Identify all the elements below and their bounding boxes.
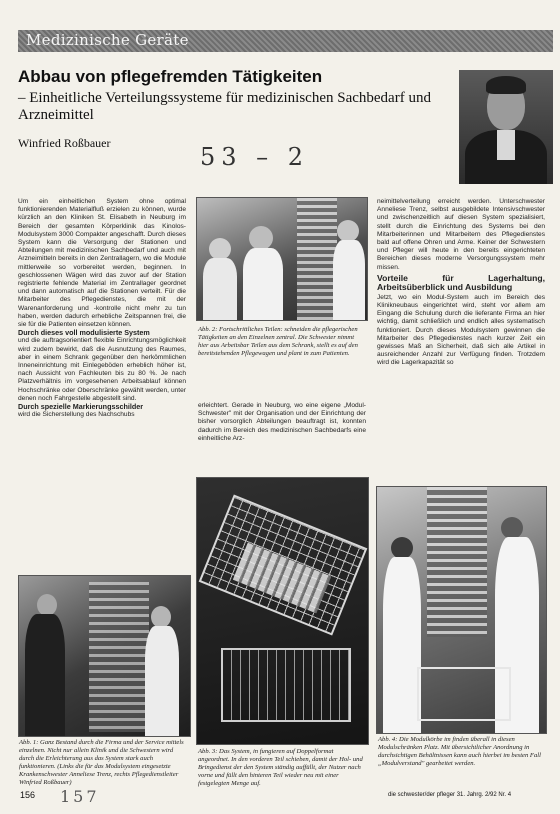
paragraph: Um ein einheitlichen System ohne optimal funktionierenden Materialfluß erzielen zu können, wurde kürzlich an den Kliniken St. Elisabeth in Neuburg im Bereich der gesamten Körperklinik das Kinolos-Modulsystem 3000 Compakter angeschafft. Durch dieses System kann die Versorgung der Stationen und Abteilungen mit medizinischen Sachbedarf und auch mit Arzneimitteln bereits in den Zentrallagern, wo die Module mittlerweile so vorbereitet werden, beginnen. In geschlossenen Wägen wird das zuvor auf der Station registrierte fehlende Material im Zentrallager geordnet und dann automatisch auf die Stationen verteilt. Für die Mitarbeiter des Pflegedienstes, die mit der Warenanforderung und -kontrolle nicht mehr zu tun haben, werden dadurch erhebliche Zeitspannen frei, die sie für die Patienten einsetzen können.: [18, 198, 186, 329]
paragraph: Jetzt, wo ein Modul-System auch im Bereich des Klinikneubaus eingerichtet wird, steht vor allem am Eingang die Schulung durch die lieferante Firma an hier wichtig, damit schließlich und endlich alles systematisch funktioniert. Durch dieses Modulsystem gewinnen die Mitarbeiter des Pflegedienstes nach kurzer Zeit ein gewisses Maß an Sicherheit, daß sich alle Artikel in ausreichender Anzahl zur Verfügung finden. Trotzdem wird die Lagerkapazität so: [377, 293, 545, 367]
section-title: Medizinische Geräte: [26, 31, 189, 49]
caption-photo-1: Abb. 1: Ganz Bestand durch die Firma und der Service mittels einzelnen. Nicht nur allein Klinik und die Schwestern wird durch die Erleichterung aus das System stark auch funktionieren. (Links die für das Modulsystem eingesetzte Krankenschwester Anneliese Trenz, rechts Pflegedienstleiter Winfried Roßbauer): [19, 739, 184, 786]
paragraph-lead-bold: Durch spezielle Markierungsschilder: [18, 402, 144, 412]
text-column-3: [377, 198, 545, 368]
article-subheadline: – Einheitliche Verteilungssysteme für medizinischen Sachbedarf und Arzneimittel: [18, 90, 431, 123]
text-column-2: [198, 402, 366, 443]
photo-nurses-with-trolley: [376, 486, 547, 734]
photo-staff-at-shelves: [18, 575, 191, 737]
paragraph: und die auftragsorientiert flexible Einrichtungsmöglichkeit wird zudem bewirkt, daß die Ausnutzung des Raumes, aber in einem Schrank gegenüber den herkömmlichen Inneneinrichtung mit Einlegeböden erheblich höher ist, nach Aussicht von Fachleuten bis zu 80 %. Je nach Platzverhältnis im vorgesehenen Arbeitsablauf können Hochschränke oder Oberschränke gewählt werden, unter denen noch Fahrgestelle abgestellt sind.: [18, 337, 186, 402]
caption-photo-3: Abb. 3: Das System, in fungieren auf Doppelformat angeordnet. In den vorderen Teil schieben, damit der Hol- und Bringedienst der den System ständig auffüllt, der Nutzer nach vorne und füllt den hinteren Teil wieder neu mit einer festgelegten Menge auf.: [198, 748, 363, 787]
article-author: Winfried Roßbauer: [18, 136, 111, 150]
photo-nurses-at-cabinet: [196, 197, 368, 321]
article-headline: Abbau von pflegefremden Tätigkeiten: [18, 67, 323, 86]
paragraph: erleichtert. Gerade in Neuburg, wo eine eigene „Modul-Schwester" mit der Organisation und der Einrichtung der bisher vorsorglich Abteilungen beauftragt ist, konnten dadurch im Bereich des medizinischen Sachbedarfs eine einheitliche Arz-: [198, 402, 366, 442]
page-number: 156: [20, 790, 36, 800]
section-header-bar: [18, 30, 553, 52]
journal-reference: die schwester/der pfleger 31. Jahrg. 2/92 Nr. 4: [388, 792, 512, 798]
photo-module-basket: [196, 477, 369, 745]
text-column-1: [18, 198, 186, 419]
paragraph: wird die Sicherstellung des Nachschubs: [18, 411, 135, 419]
author-portrait-photo: [459, 70, 553, 184]
subheading: Vorteile für Lagerhaltung, Arbeitsüberblick und Ausbildung: [377, 272, 545, 293]
caption-photo-2: Abb. 2: Fortschrittliches Teilen: schneiden die pflegerischen Tätigkeiten an den Einzelnen zentral. Die Schwester nimmt hier aus Arbeitsbar Teilen aus dem Schrank, stellt es auf den bereitstehenden Pflegewagen und plant in zum Patienten.: [198, 326, 358, 357]
caption-photo-4: Abb. 4: Die Modulkörbe im finden überall in diesen Modulschränken Platz. Mit übersichtlicher Anordnung in durchsichtigen Behältnissen kann auch hierbei im besten Fall „Modulverstand" gearbeitet werden.: [378, 736, 541, 767]
paragraph-lead-bold: Durch dieses voll modulisierte System: [18, 328, 150, 338]
handwritten-page-note: 157: [60, 787, 100, 806]
handwritten-note: 53 – 2: [200, 143, 310, 171]
paragraph: neimittelverteilung erreicht werden. Unterschwester Anneliese Trenz, selbst ausgebildete Intensivschwester und zwischenzeitlich auf diesen System spezialisiert, stellt durch die Einrichtung des Systems bei den Mitarbeiterinnen und Mitarbeitern des Pflegedienstes bald auf offene Ohren und Arme. Keiner der Schwestern und Pfleger will heute in den bereits eingerichteten Bereichen dieses moderne Versorgungssystem mehr missen.: [377, 198, 545, 271]
